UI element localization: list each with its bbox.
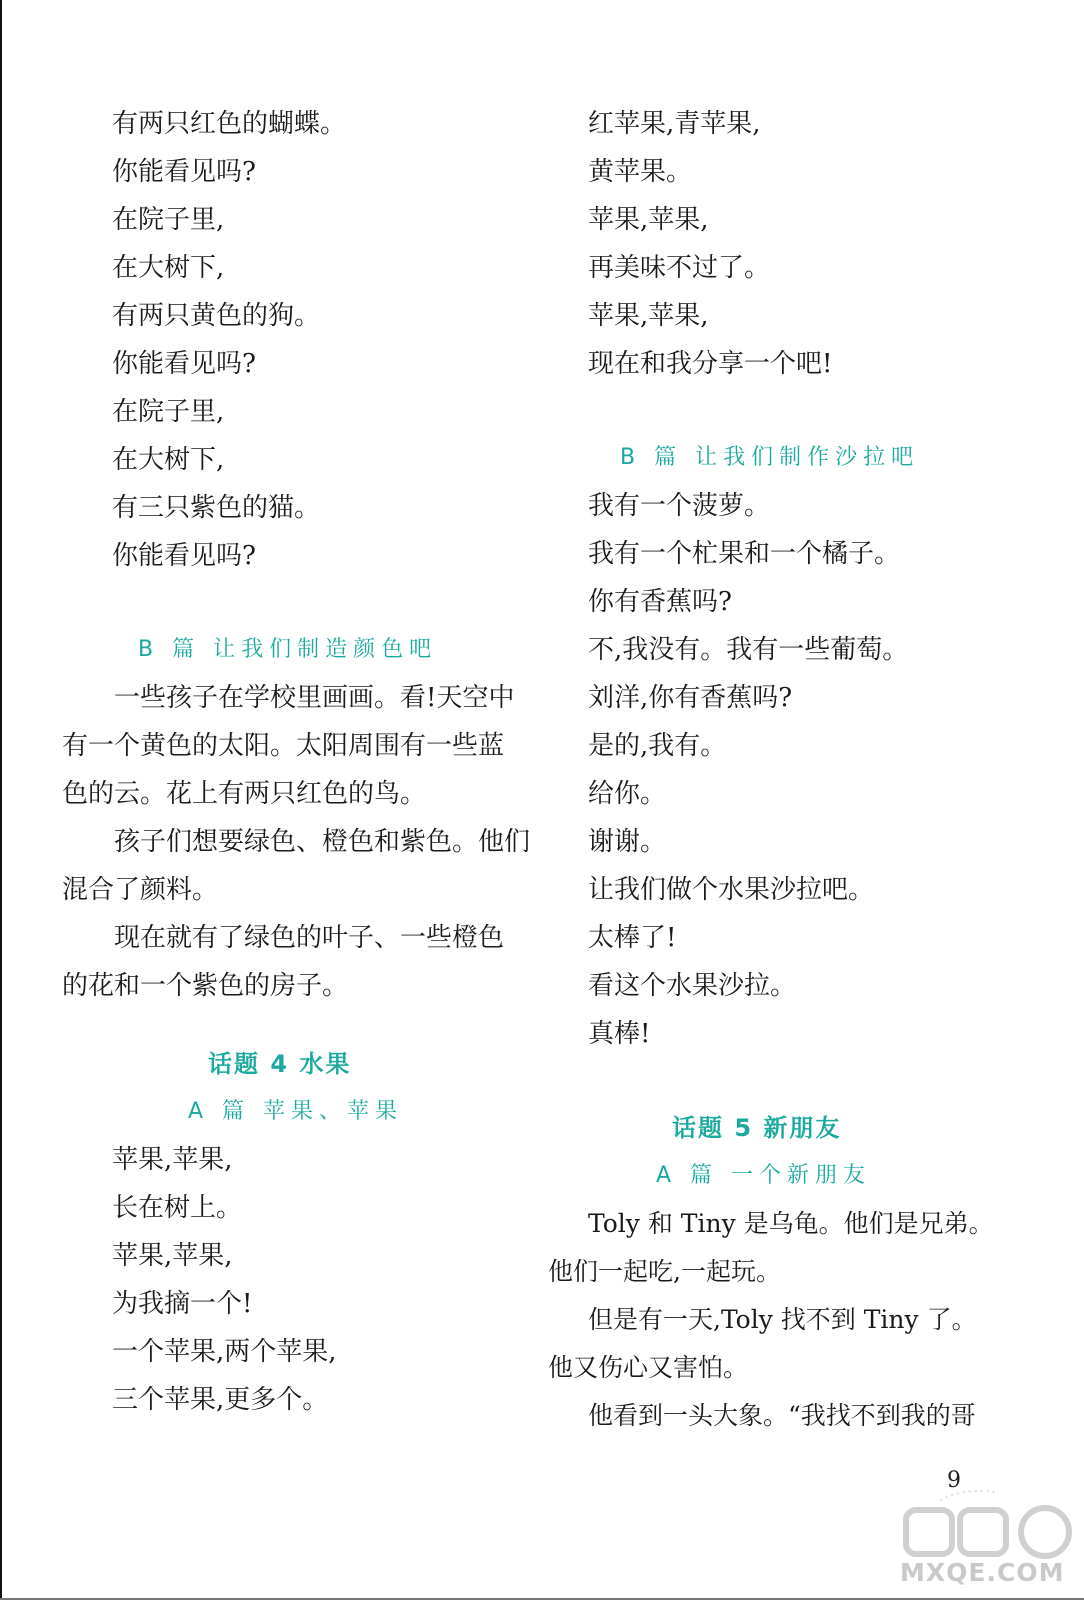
- section-b-heading: B 篇 让我们制造颜色吧: [138, 637, 438, 662]
- paragraph-line: 一些孩子在学校里画画。看!天空中: [114, 683, 515, 713]
- poem-line: 有两只黄色的狗。: [112, 301, 321, 331]
- poem-line: 一个苹果,两个苹果,: [112, 1337, 337, 1367]
- dialogue-line: 是的,我有。: [588, 731, 727, 761]
- poem-line: 为我摘一个!: [112, 1289, 253, 1319]
- poem-line: 长在树上。: [112, 1193, 243, 1223]
- poem-line: 在大树下,: [112, 253, 225, 283]
- poem-line: 你能看见吗?: [112, 541, 256, 571]
- poem-line: 苹果,苹果,: [588, 301, 709, 331]
- poem-line: 再美味不过了。: [588, 253, 771, 283]
- dialogue-line: 我有一个菠萝。: [588, 491, 771, 521]
- poem-line: 苹果,苹果,: [112, 1145, 233, 1175]
- spacer: [62, 1010, 512, 1040]
- poem-line: 红苹果,青苹果,: [588, 109, 761, 139]
- topic-4-a-heading: A 篇 苹果、苹果: [188, 1099, 404, 1124]
- story-line: Toly 和 Tiny 是乌龟。他们是兄弟。: [588, 1209, 994, 1238]
- watermark-text: MXQE.COM: [900, 1558, 1065, 1587]
- spacer: [62, 580, 512, 626]
- poem-line: 三个苹果,更多个。: [112, 1385, 329, 1415]
- dialogue-line: 给你。: [588, 779, 667, 809]
- section-b-heading: B 篇 让我们制作沙拉吧: [620, 445, 920, 470]
- spacer: [548, 1058, 1028, 1104]
- poem-line: 苹果,苹果,: [588, 205, 709, 235]
- poem-line: 你能看见吗?: [112, 349, 256, 379]
- paragraph-line: 的花和一个紫色的房子。: [62, 971, 349, 1001]
- right-column: [548, 100, 1028, 1440]
- paragraph-line: 混合了颜料。: [62, 875, 219, 905]
- dialogue-line: 刘洋,你有香蕉吗?: [588, 683, 793, 713]
- dialogue-line: 你有香蕉吗?: [588, 587, 732, 617]
- poem-line: 你能看见吗?: [112, 157, 256, 187]
- poem-line: 有两只红色的蝴蝶。: [112, 109, 347, 139]
- story-line: 他又伤心又害怕。: [548, 1353, 749, 1382]
- poem-line: 苹果,苹果,: [112, 1241, 233, 1271]
- story-line: 他看到一头大象。“我找不到我的哥: [588, 1401, 976, 1430]
- dialogue-line: 谢谢。: [588, 827, 667, 857]
- dialogue-line: 我有一个杧果和一个橘子。: [588, 539, 901, 569]
- story-line: 他们一起吃,一起玩。: [548, 1257, 781, 1286]
- paragraph-line: 孩子们想要绿色、橙色和紫色。他们: [114, 827, 531, 857]
- page-number: 9: [947, 1468, 961, 1493]
- page-left-border: [0, 0, 2, 1600]
- poem-line: 有三只紫色的猫。: [112, 493, 321, 523]
- poem-line: 在院子里,: [112, 397, 225, 427]
- poem-line: 黄苹果。: [588, 157, 693, 187]
- dialogue-line: 不,我没有。我有一些葡萄。: [588, 635, 909, 665]
- spacer: [548, 388, 1028, 434]
- topic-5-title: 话题 5 新朋友: [672, 1114, 842, 1142]
- paragraph-line: 有一个黄色的太阳。太阳周围有一些蓝: [62, 731, 505, 761]
- poem-line: 现在和我分享一个吧!: [588, 349, 833, 379]
- paragraph-line: 色的云。花上有两只红色的鸟。: [62, 779, 427, 809]
- topic-4-title: 话题 4 水果: [208, 1050, 352, 1078]
- dialogue-line: 让我们做个水果沙拉吧。: [588, 875, 875, 905]
- watermark-logo-icon: [900, 1480, 1080, 1560]
- story-line: 但是有一天,Toly 找不到 Tiny 了。: [588, 1305, 977, 1334]
- topic-5-a-heading: A 篇 一个新朋友: [656, 1163, 872, 1188]
- dialogue-line: 看这个水果沙拉。: [588, 971, 797, 1001]
- poem-line: 在院子里,: [112, 205, 225, 235]
- poem-line: 在大树下,: [112, 445, 225, 475]
- dialogue-line: 真棒!: [588, 1019, 651, 1049]
- dialogue-line: 太棒了!: [588, 923, 677, 953]
- left-column: [62, 100, 531, 1424]
- paragraph-line: 现在就有了绿色的叶子、一些橙色: [114, 923, 505, 953]
- watermark: [900, 1470, 1080, 1595]
